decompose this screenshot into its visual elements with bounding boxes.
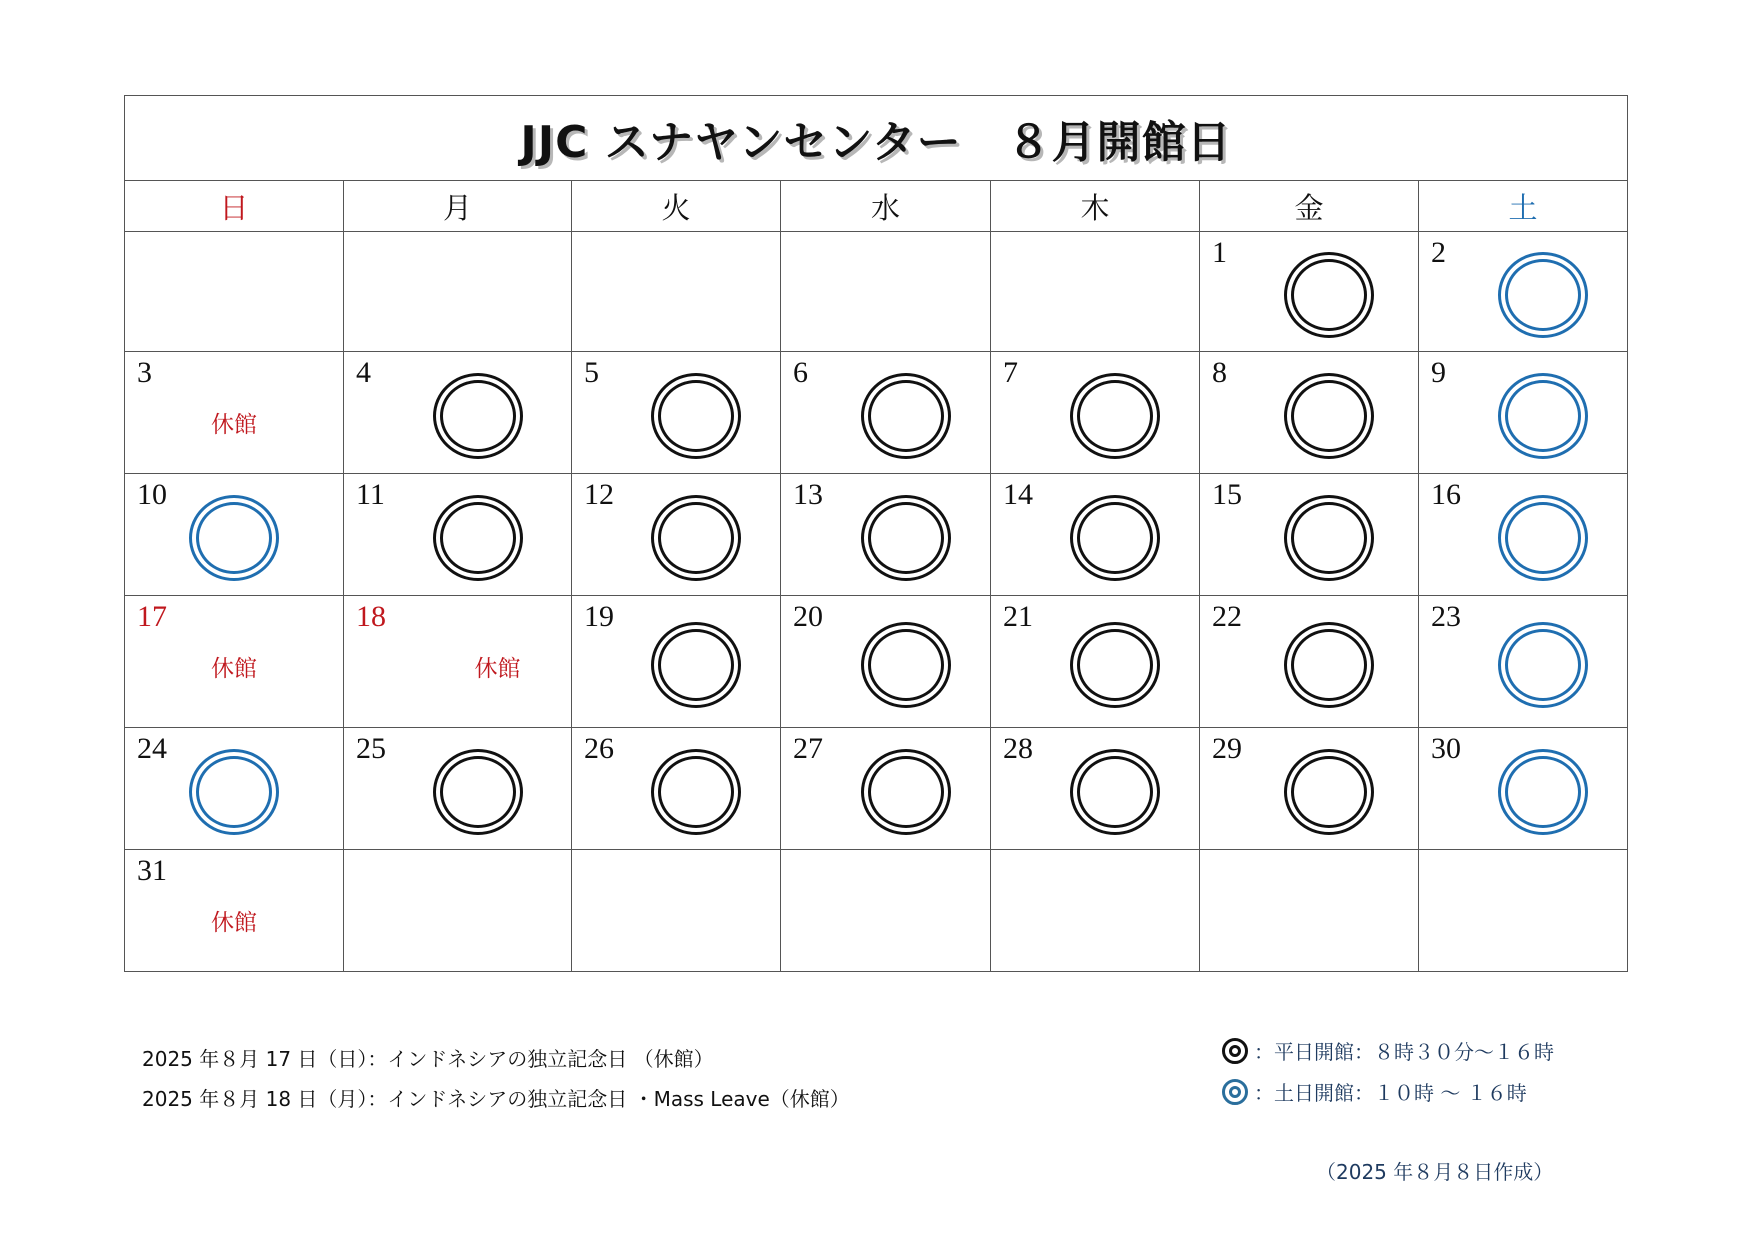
weekday-tue: 火 (572, 181, 781, 232)
day-number: 23 (1431, 600, 1461, 633)
day-number: 6 (793, 356, 808, 389)
day-number: 21 (1003, 600, 1033, 633)
closed-label: 休館 (211, 656, 257, 682)
legend-weekend-text: ：土日開館：１０時 ～ １６時 (1254, 1081, 1527, 1105)
day-number: 12 (584, 478, 614, 511)
day-number: 5 (584, 356, 599, 389)
week-row (125, 728, 1628, 850)
day-number: 29 (1212, 732, 1242, 765)
open-weekend-mark (1498, 373, 1588, 459)
day-number: 28 (1003, 732, 1033, 765)
day-cell-9 (1419, 352, 1628, 474)
open-weekday-mark (861, 495, 951, 581)
day-cell-1 (1200, 232, 1419, 352)
day-cell-23 (1419, 596, 1628, 728)
open-weekday-mark (861, 749, 951, 835)
day-number: 1 (1212, 236, 1227, 269)
empty-day-cell (572, 232, 781, 352)
open-weekend-mark (1498, 749, 1588, 835)
day-number: 4 (356, 356, 371, 389)
day-number: 25 (356, 732, 386, 765)
open-weekend-mark (189, 749, 279, 835)
holiday-note-17: 2025 年８月 17 日（日）：インドネシアの独立記念日 （休館） (142, 1047, 714, 1071)
day-number: 19 (584, 600, 614, 633)
open-weekday-mark (1070, 373, 1160, 459)
day-number: 31 (137, 854, 167, 887)
day-cell-15 (1200, 474, 1419, 596)
closed-label: 休館 (211, 910, 257, 936)
open-weekday-mark (1070, 622, 1160, 708)
open-weekday-mark (1284, 373, 1374, 459)
open-weekend-mark (1498, 495, 1588, 581)
day-cell-19 (572, 596, 781, 728)
open-weekday-mark (651, 495, 741, 581)
weekday-mon: 月 (344, 181, 572, 232)
open-weekday-mark (651, 373, 741, 459)
weekday-wed: 水 (781, 181, 991, 232)
open-weekend-mark (189, 495, 279, 581)
day-cell-14 (991, 474, 1200, 596)
legend-weekday (1222, 1036, 1554, 1065)
day-cell-24 (125, 728, 344, 850)
weekday-thu: 木 (991, 181, 1200, 232)
weekday-sun: 日 (125, 181, 344, 232)
empty-day-cell (1419, 850, 1628, 972)
day-cell-11 (344, 474, 572, 596)
day-number: 13 (793, 478, 823, 511)
open-weekday-mark (1284, 495, 1374, 581)
day-number: 8 (1212, 356, 1227, 389)
day-number: 7 (1003, 356, 1018, 389)
open-weekday-mark (1070, 495, 1160, 581)
empty-day-cell (991, 850, 1200, 972)
empty-day-cell (991, 232, 1200, 352)
day-cell-22 (1200, 596, 1419, 728)
calendar-title: JJC スナヤンセンター ８月開館日 (520, 117, 1232, 168)
empty-day-cell (125, 232, 344, 352)
open-weekday-mark (433, 373, 523, 459)
day-number: 20 (793, 600, 823, 633)
day-cell-30 (1419, 728, 1628, 850)
empty-day-cell (572, 850, 781, 972)
day-number: 24 (137, 732, 167, 765)
day-number: 16 (1431, 478, 1461, 511)
day-number: 10 (137, 478, 167, 511)
legend-weekday-text: ：平日開館：８時３０分～１６時 (1254, 1040, 1554, 1064)
empty-day-cell (781, 232, 991, 352)
week-row (125, 850, 1628, 972)
calendar-table (124, 95, 1628, 972)
weeks-body (125, 232, 1628, 972)
week-row (125, 474, 1628, 596)
closed-label: 休館 (211, 412, 257, 438)
open-weekend-mark (1498, 252, 1588, 338)
weekday-fri: 金 (1200, 181, 1419, 232)
open-weekday-mark (651, 749, 741, 835)
day-number: 30 (1431, 732, 1461, 765)
week-row (125, 596, 1628, 728)
empty-day-cell (344, 232, 572, 352)
empty-day-cell (781, 850, 991, 972)
day-number: 11 (356, 478, 385, 511)
open-weekday-mark (861, 622, 951, 708)
open-weekday-mark (1284, 622, 1374, 708)
week-row (125, 232, 1628, 352)
day-cell-2 (1419, 232, 1628, 352)
open-weekday-mark (861, 373, 951, 459)
day-cell-16 (1419, 474, 1628, 596)
day-cell-28 (991, 728, 1200, 850)
day-cell-29 (1200, 728, 1419, 850)
day-cell-3 (125, 352, 344, 474)
day-cell-5 (572, 352, 781, 474)
day-number: 14 (1003, 478, 1033, 511)
day-cell-4 (344, 352, 572, 474)
empty-day-cell (344, 850, 572, 972)
legend-weekend (1222, 1077, 1527, 1106)
open-weekday-mark (433, 749, 523, 835)
open-weekday-mark (651, 622, 741, 708)
day-number: 17 (137, 600, 167, 633)
day-cell-12 (572, 474, 781, 596)
day-cell-26 (572, 728, 781, 850)
day-cell-8 (1200, 352, 1419, 474)
day-cell-7 (991, 352, 1200, 474)
day-cell-18 (344, 596, 572, 728)
created-date: （2025 年８月８日作成） (1316, 1160, 1554, 1184)
day-number: 27 (793, 732, 823, 765)
double-circle-blue-icon (1222, 1079, 1248, 1105)
open-weekday-mark (1070, 749, 1160, 835)
empty-day-cell (1200, 850, 1419, 972)
day-number: 22 (1212, 600, 1242, 633)
week-row (125, 352, 1628, 474)
title-cell (125, 96, 1628, 181)
day-cell-6 (781, 352, 991, 474)
open-weekend-mark (1498, 622, 1588, 708)
day-cell-21 (991, 596, 1200, 728)
day-number: 18 (356, 600, 386, 633)
day-cell-20 (781, 596, 991, 728)
open-weekday-mark (433, 495, 523, 581)
day-number: 15 (1212, 478, 1242, 511)
day-cell-17 (125, 596, 344, 728)
holiday-note-18: 2025 年８月 18 日（月）：インドネシアの独立記念日 ・Mass Leave（休館） (142, 1087, 850, 1111)
day-number: 26 (584, 732, 614, 765)
day-number: 3 (137, 356, 152, 389)
closed-label: 休館 (474, 656, 521, 682)
day-number: 9 (1431, 356, 1446, 389)
double-circle-icon (1222, 1038, 1248, 1064)
day-cell-10 (125, 474, 344, 596)
weekday-sat: 土 (1419, 181, 1628, 232)
day-number: 2 (1431, 236, 1446, 269)
day-cell-31 (125, 850, 344, 972)
open-weekday-mark (1284, 749, 1374, 835)
weekday-header-row (125, 181, 1628, 232)
open-weekday-mark (1284, 252, 1374, 338)
day-cell-27 (781, 728, 991, 850)
day-cell-13 (781, 474, 991, 596)
day-cell-25 (344, 728, 572, 850)
